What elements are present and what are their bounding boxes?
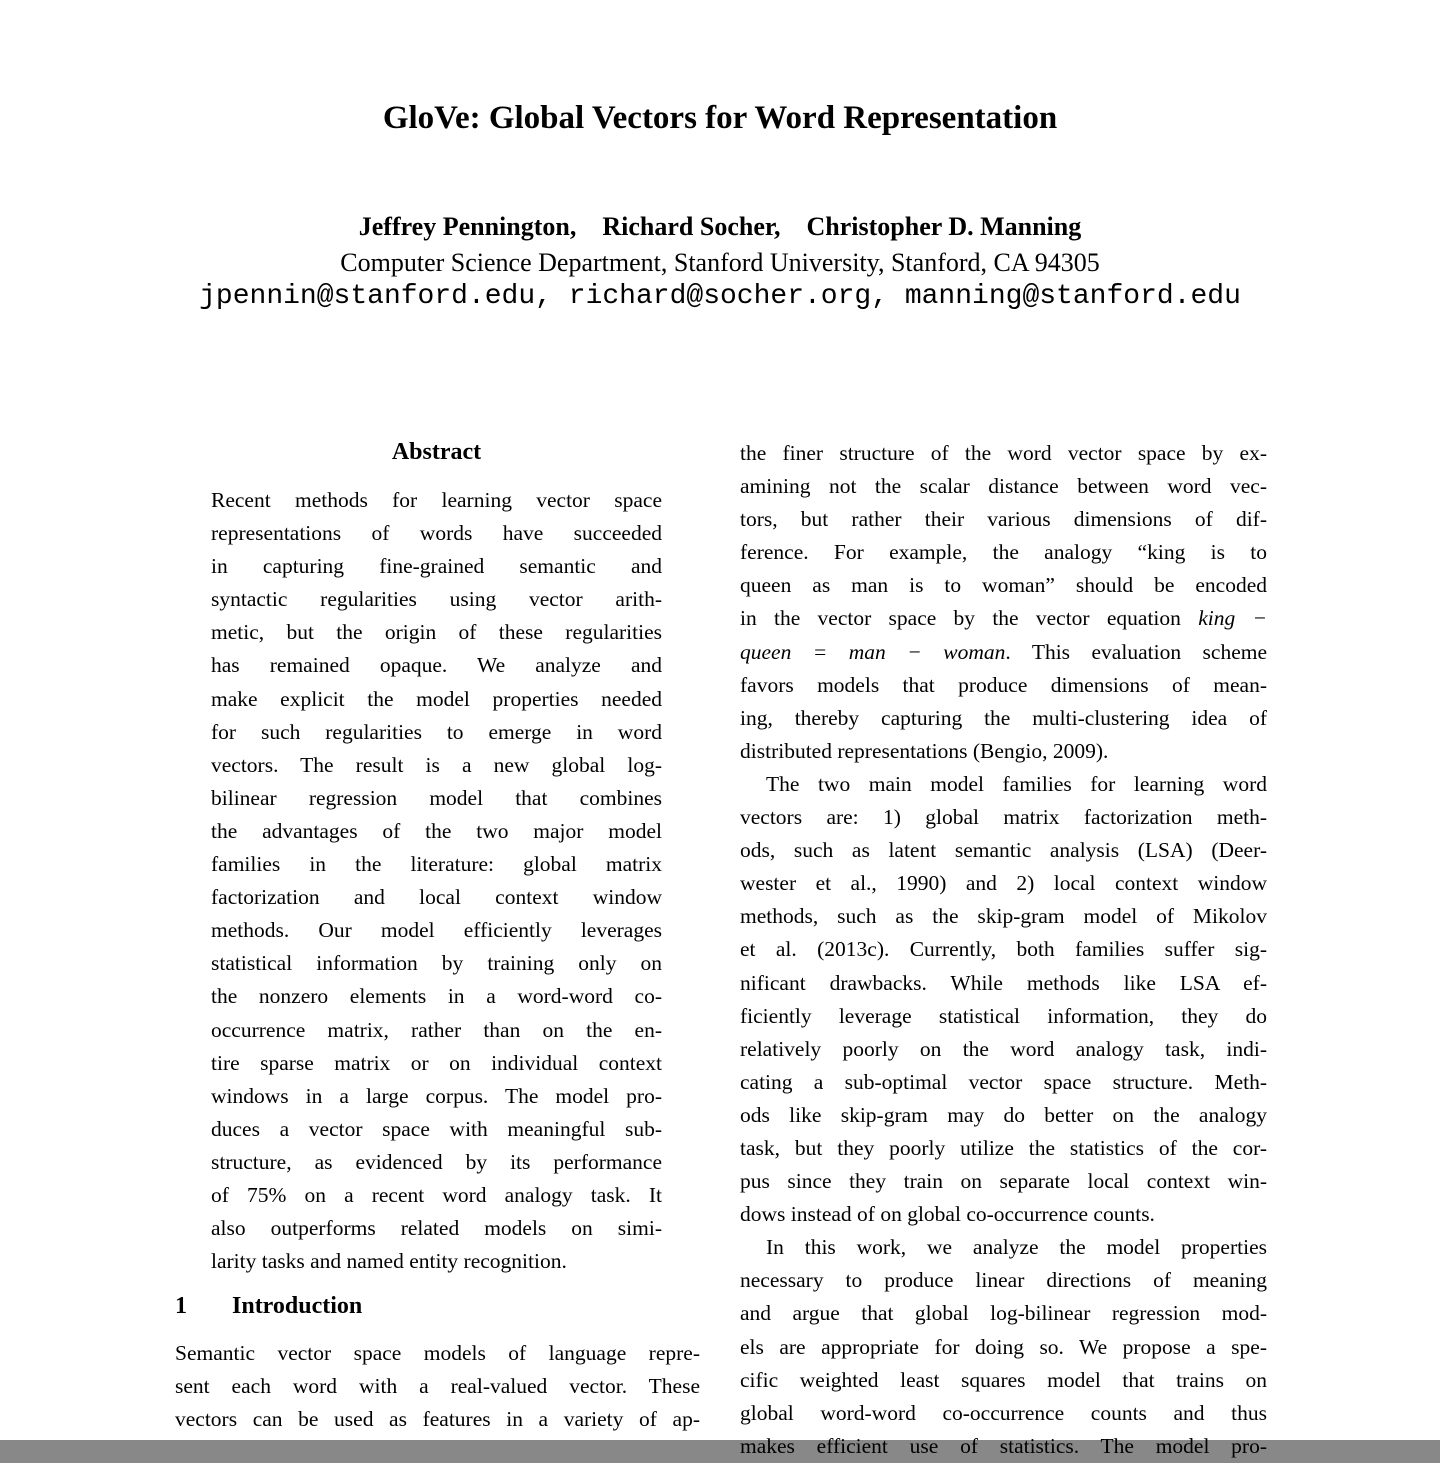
text-line: duces a vector space with meaningful sub- [211,1116,662,1141]
text-line: methods, such as the skip-gram model of Mikolov [740,904,1267,929]
paper-authors: Jeffrey Pennington, Richard Socher, Christopher D. Manning [358,212,1082,241]
abstract-text [211,484,662,1278]
text-line: statistical information by training only on [211,951,662,976]
abstract-heading: Abstract [391,439,482,465]
text-line: els are appropriate for doing so. We propose a spe- [740,1334,1267,1359]
text-line: queen as man is to woman” should be encoded [740,573,1267,598]
paper-title: GloVe: Global Vectors for Word Representation [382,100,1058,136]
text-line: wester et al., 1990) and 2) local context window [740,871,1267,896]
text-line: tire sparse matrix or on individual context [211,1050,662,1075]
section-title: Introduction [232,1293,363,1320]
text-line: of 75% on a recent word analogy task. It [211,1182,662,1207]
text-line: methods. Our model efficiently leverages [211,918,662,943]
right-column-text [740,437,1267,1463]
text-line: relatively poorly on the word analogy task, indi- [740,1036,1267,1061]
text-line: favors models that produce dimensions of mean- [740,672,1267,697]
text-line: makes efficient use of statistics. The model pro- [740,1433,1267,1458]
text-line: windows in a large corpus. The model pro- [211,1083,662,1108]
text-line: ficiently leverage statistical information, they do [740,1003,1267,1028]
text-line: bilinear regression model that combines [211,785,662,810]
text-line: the nonzero elements in a word-word co- [211,984,662,1009]
text-line: necessary to produce linear directions of meaning [740,1268,1267,1293]
text-line: distributed representations (Bengio, 2009). [740,738,1109,763]
text-line: Recent methods for learning vector space [211,488,662,512]
text-line: metic, but the origin of these regularities [211,620,662,645]
text-line: structure, as evidenced by its performance [211,1149,662,1174]
text-line: task, but they poorly utilize the statistics of the cor- [740,1135,1267,1160]
text-line: and argue that global log-bilinear regression mod- [740,1301,1267,1326]
text-line: vectors can be used as features in a variety of ap- [175,1407,700,1432]
text-line: dows instead of on global co-occurrence counts. [740,1202,1155,1227]
text-line: vectors. The result is a new global log- [211,752,662,777]
text-line: Semantic vector space models of language repre- [175,1341,700,1366]
text-line: make explicit the model properties needed [211,686,662,711]
text-line: pus since they train on separate local context win- [740,1169,1267,1194]
text-line: in capturing fine-grained semantic and [211,554,662,579]
text-line: ods, such as latent semantic analysis (LSA) (Deer- [740,838,1267,863]
text-line: cating a sub-optimal vector space structure. Meth- [740,1069,1267,1094]
text-line: global word-word co-occurrence counts and thus [740,1400,1267,1425]
text-line: ference. For example, the analogy “king is to [740,540,1267,565]
text-line: In this work, we analyze the model properties [766,1235,1267,1260]
text-line: in the vector space by the vector equation king − [740,606,1267,631]
text-line: representations of words have succeeded [211,521,662,546]
abstract-block [211,437,662,1278]
text-line: ing, thereby capturing the multi-clustering idea of [740,705,1267,730]
text-line: sent each word with a real-valued vector. These [175,1374,700,1399]
text-line: factorization and local context window [211,885,662,910]
text-line: also outperforms related models on simi- [211,1216,662,1241]
text-line: for such regularities to emerge in word [211,719,662,744]
section-heading-introduction [175,1291,700,1321]
text-line: syntactic regularities using vector arith- [211,587,662,612]
text-line: vectors are: 1) global matrix factorization meth- [740,805,1267,830]
right-column [740,437,1267,1463]
text-line: the finer structure of the word vector space by ex- [740,441,1267,465]
text-line: ods like skip-gram may do better on the analogy [740,1102,1267,1127]
text-line: cific weighted least squares model that trains on [740,1367,1267,1392]
paper-affiliation: Computer Science Department, Stanford University, Stanford, CA 94305 [340,248,1100,277]
section-number: 1 [175,1293,187,1320]
text-line: tors, but rather their various dimensions of dif- [740,507,1267,532]
text-line: amining not the scalar distance between word vec- [740,474,1267,499]
two-column-body [175,437,1267,1463]
text-line: larity tasks and named entity recognition. [211,1249,567,1274]
introduction-text [175,1337,700,1436]
paper-author-emails: jpennin@stanford.edu, richard@socher.org, manning@stanford.edu [199,281,1241,312]
text-line: et al. (2013c). Currently, both families suffer sig- [740,937,1267,962]
text-line: occurrence matrix, rather than on the en- [211,1017,662,1042]
text-line: has remained opaque. We analyze and [211,653,662,678]
text-line: the advantages of the two major model [211,818,662,843]
text-line: queen = man − woman. This evaluation scheme [740,639,1268,664]
text-line: nificant drawbacks. While methods like LSA ef- [740,970,1267,995]
text-line: families in the literature: global matrix [211,852,662,877]
left-column [175,437,700,1463]
text-line: The two main model families for learning word [766,771,1267,796]
